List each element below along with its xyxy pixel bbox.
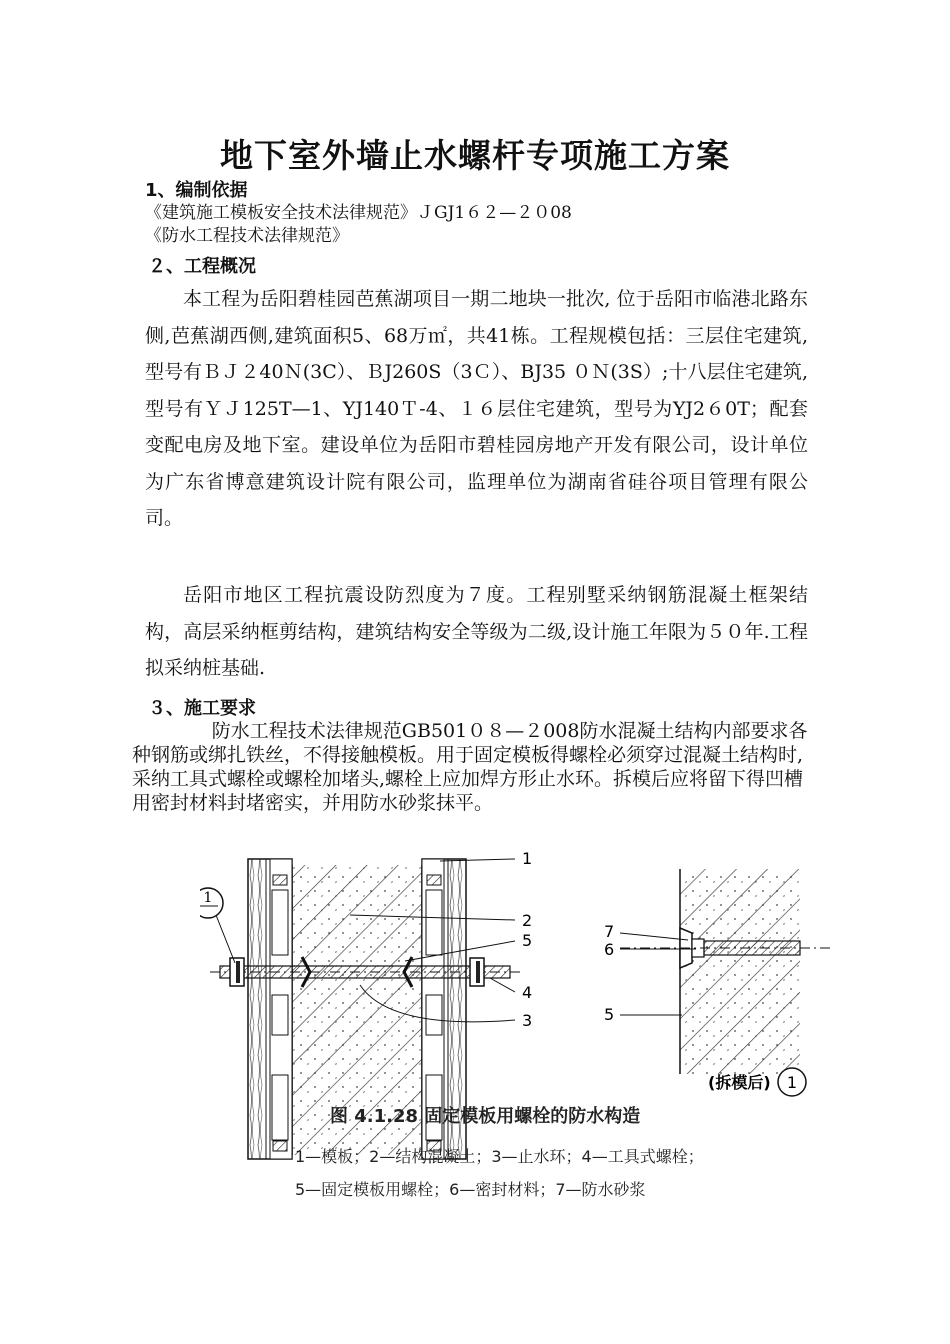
label-5: 5 <box>522 931 533 950</box>
after-removal-number: 1 <box>786 1073 798 1092</box>
section-3-heading: ３、施工要求 <box>148 698 256 719</box>
label-1: 1 <box>522 849 533 868</box>
page-title: 地下室外墙止水螺杆专项施工方案 <box>220 136 730 175</box>
label-6: 6 <box>604 940 615 959</box>
label-5b: 5 <box>604 1005 615 1024</box>
overview-paragraph-1: 本工程为岳阳碧桂园芭蕉湖项目一期二地块一批次, 位于岳阳市临港北路东侧,芭蕉湖西侧,建筑面积5、68万㎡，共41栋。工程规模包括：三层住宅建筑,型号有ＢＪ２40Ｎ(3C）、ＢJ260S（3Ｃ）、BJ35 ０Ｎ(3S）;十八层住宅建筑,型号有ＹＪ125T—1、YJ140Ｔ-4、１６层住宅建筑，型号为YJ2６0T；配套变配电房及地下室。建设单位为岳阳市碧桂园房地产开发有限公司，设计单位为广东省博意建筑设计院有限公司，监理单位为湖南省硅谷项目管理有限公司。 <box>145 288 808 529</box>
section-2-heading: ２、工程概况 <box>148 256 256 277</box>
label-2: 2 <box>522 911 533 930</box>
figure-legend-line-1: 1—模板；2—结构混凝土；3—止水环；4—工具式螺栓； <box>295 1147 704 1166</box>
bolt-waterproofing-diagram <box>200 845 830 1210</box>
after-removal-label: (拆模后) <box>708 1073 771 1092</box>
label-7: 7 <box>604 922 615 941</box>
reference-2: 《防水工程技术法律规范》 <box>145 226 349 246</box>
figure-caption: 图 4.1.28 固定模板用螺栓的防水构造 <box>330 1106 641 1127</box>
requirements-paragraph: 防水工程技术法律规范GB501０８—２008防水混凝土结构内部要求各种钢筋或绑扎铁丝，不得接触模板。用于固定模板得螺栓必须穿过混凝土结构时,采纳工具式螺栓或螺栓加堵头,螺栓上应加焊方形止水环。拆模后应将留下得凹槽用密封材料封堵密实，并用防水砂浆抹平。 <box>132 720 808 814</box>
overview-paragraph-2: 岳阳市地区工程抗震设防烈度为７度。工程别墅采纳钢筋混凝土框架结构，高层采纳框剪结构，建筑结构安全等级为二级,设计施工年限为５０年.工程拟采纳桩基础. <box>145 584 808 679</box>
label-4: 4 <box>522 983 533 1002</box>
label-3: 3 <box>522 1011 533 1030</box>
section-1-heading: 1、编制依据 <box>145 180 248 201</box>
figure-legend-line-2: 5—固定模板用螺栓；6—密封材料；7—防水砂浆 <box>295 1180 646 1199</box>
reference-1: 《建筑施工模板安全技术法律规范》ＪGJ1６２—２０08 <box>145 203 572 223</box>
detail-callout-number: 1 <box>203 890 213 906</box>
